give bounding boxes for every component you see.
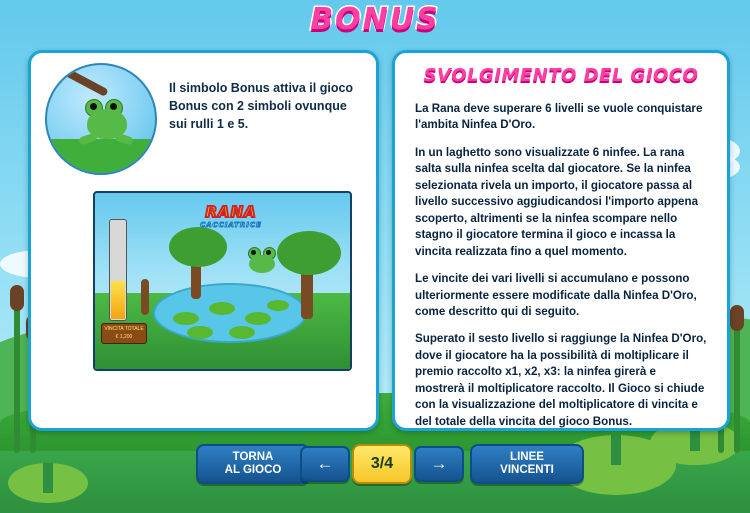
next-page-button[interactable] <box>414 446 464 482</box>
bonus-symbol-panel <box>28 50 379 431</box>
screenshot-win-value: € 1,200 <box>115 334 133 340</box>
rules-title: SVOLGIMENTO DEL GIOCO <box>423 65 699 86</box>
page-indicator: 3/4 <box>352 444 412 484</box>
lilypad-decoration <box>8 463 88 503</box>
logo-line-1: RANA <box>205 203 257 221</box>
rules-paragraph: In un laghetto sono visualizzate 6 ninfee. La rana salta sulla ninfea scelta dal giocatore. Se la ninfea selezionata rivela un importo, il giocatore passa al livello successivo aggiudicandosi l'importo appena scoperto, altrimenti se la ninfea scompare nello stagno il giocatore termina il gioco e incassa la vincita realizzata fino a quel momento. <box>415 145 699 258</box>
arrow-left-icon: ← <box>316 454 334 473</box>
previous-page-button[interactable] <box>300 446 350 482</box>
back-to-game-button[interactable] <box>196 444 310 484</box>
bonus-game-screenshot <box>93 191 352 371</box>
rules-body <box>415 101 707 441</box>
screenshot-level-meter <box>109 219 127 321</box>
winning-lines-button[interactable] <box>470 444 584 484</box>
bonus-symbol-icon <box>45 63 157 175</box>
screenshot-win-box <box>101 323 147 344</box>
back-button-line-1: TORNA <box>232 451 274 464</box>
rules-paragraph: Le vincite dei vari livelli si accumulano e possono ulteriormente essere modificate dalla Ninfea D'Oro, come descritto qui di seguito. <box>415 272 697 318</box>
screenshot-win-label: VINCITA TOTALE <box>104 326 144 332</box>
rules-paragraph: La Rana deve superare 6 livelli se vuole conquistare l'ambita Ninfea D'Oro. <box>415 102 703 132</box>
screenshot-frog-icon <box>245 247 279 273</box>
back-button-line-2: AL GIOCO <box>224 464 282 476</box>
rules-paragraph: Superato il sesto livello si raggiunge la Ninfea D'Oro, dove il giocatore ha la possibilità di moltiplicare il premio raccolto x1, x2, x3: la ninfea girerà e mostrerà il moltiplicatore raccolto. Il Gioco si chiude con la visualizzazione del moltiplicatore di vincita e del totale della vincita del gioco Bonus. <box>415 332 707 428</box>
reed-decoration <box>734 323 740 453</box>
reed-decoration <box>14 303 20 453</box>
frog-icon <box>81 99 131 143</box>
screenshot-game-logo <box>183 203 279 229</box>
page-title: BONUS <box>310 2 440 37</box>
bonus-symbol-description: Il simbolo Bonus attiva il gioco Bonus con 2 simboli ovunque sui rulli 1 e 5. <box>169 81 354 132</box>
rules-panel <box>392 50 730 431</box>
lines-button-line-1: LINEE <box>510 451 544 464</box>
arrow-right-icon: → <box>430 454 448 473</box>
logo-line-2: CACCIATRICE <box>200 221 262 229</box>
lines-button-line-2: VINCENTI <box>500 464 554 476</box>
